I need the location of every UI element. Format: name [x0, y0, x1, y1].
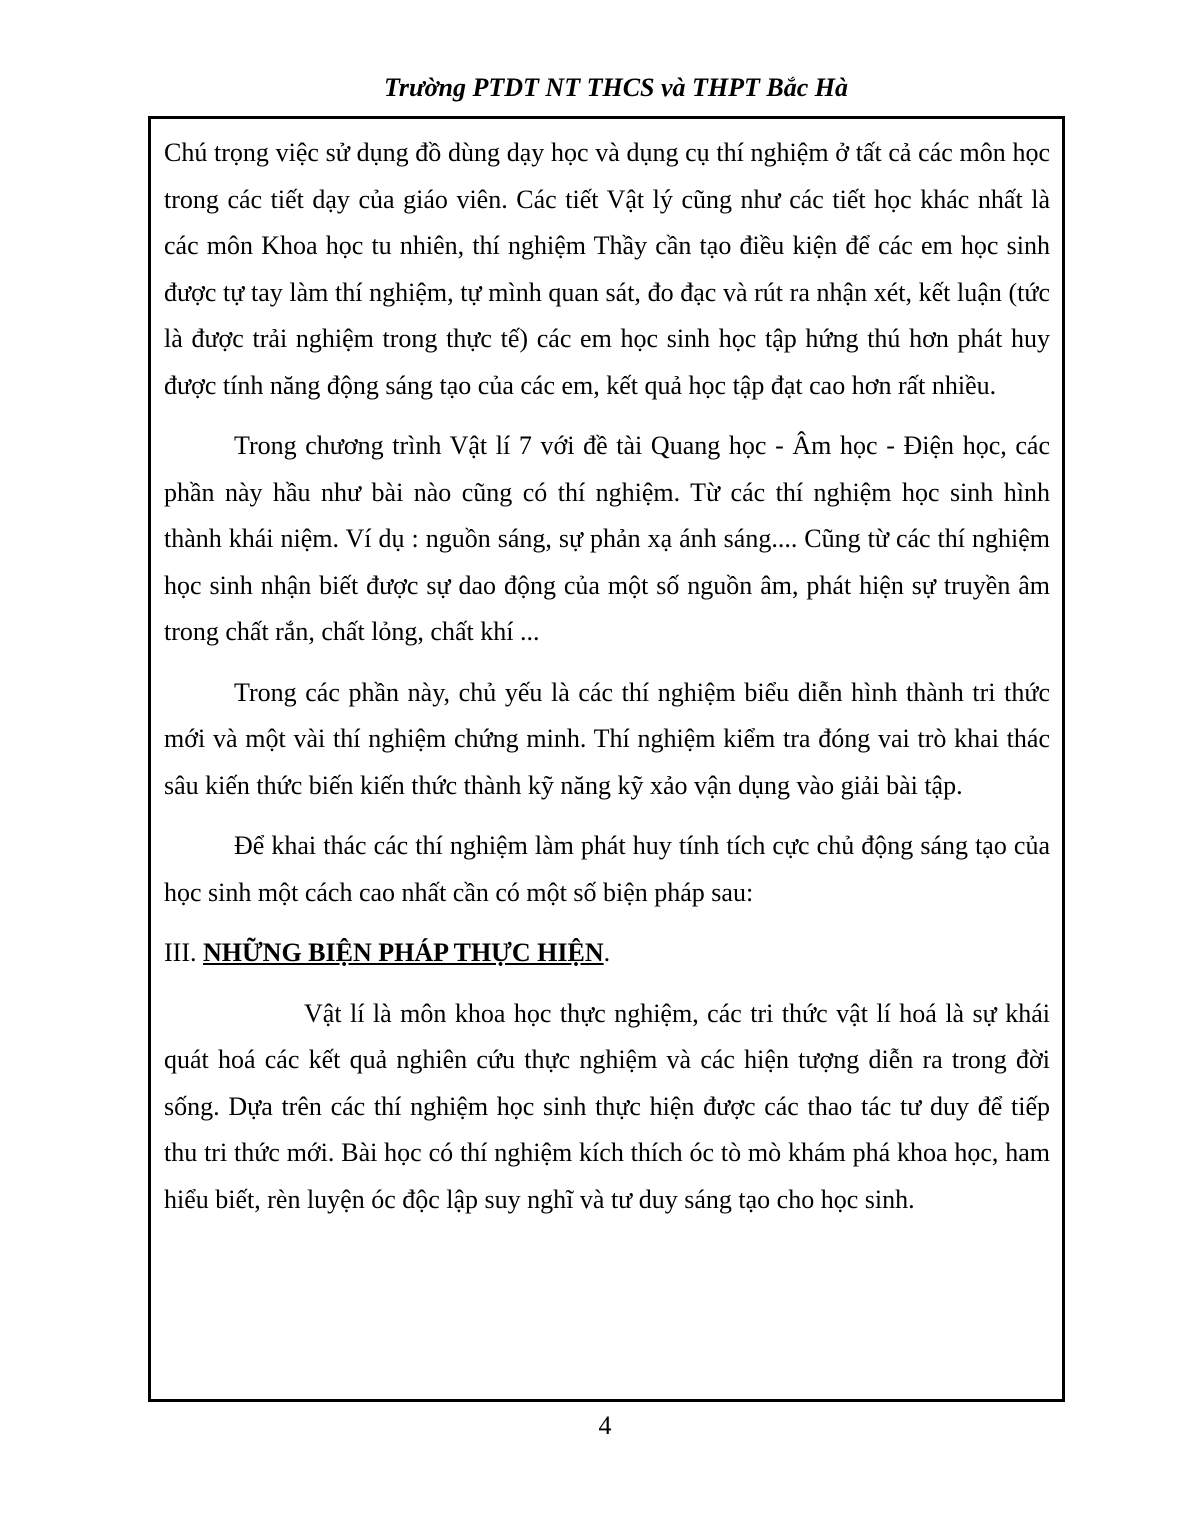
paragraph-4: Để khai thác các thí nghiệm làm phát huy tính tích cực chủ động sáng tạo của học sinh một cách cao nhất cần có một số biện pháp sau: — [164, 831, 1050, 907]
paragraph-3: Trong các phần này, chủ yếu là các thí nghiệm biểu diễn hình thành tri thức mới và một vài thí nghiệm chứng minh. Thí nghiệm kiểm tra đóng vai trò khai thác sâu kiến thức biến kiến thức thành kỹ năng kỹ xảo vận dụng vào giải bài tập. — [164, 677, 1050, 800]
paragraph-5: Vật lí là môn khoa học thực nghiệm, các tri thức vật lí hoá là sự khái quát hoá các kết quả nghiên cứu thực nghiệm và các hiện tượng diễn ra trong đời sống. Dựa trên các thí nghiệm học sinh thực hiện được các thao tác tư duy để tiếp thu tri thức mới. Bài học có thí nghiệm kích thích óc tò mò khám phá khoa học, ham hiểu biết, rèn luyện óc độc lập suy nghĩ và tư duy sáng tạo cho học sinh. — [164, 998, 1050, 1214]
school-name: Trường PTDT NT THCS và THPT Bắc Hà — [383, 73, 849, 102]
document-body — [164, 130, 1050, 1223]
page-number: 4 — [598, 1411, 612, 1440]
section-numeral: III. — [164, 938, 197, 967]
section-title: NHỮNG BIỆN PHÁP THỰC HIỆN — [202, 938, 604, 967]
paragraph-1: Chú trọng việc sử dụng đồ dùng dạy học và dụng cụ thí nghiệm ở tất cả các môn học trong các tiết dạy của giáo viên. Các tiết Vật lý cũng như các tiết học khác nhất là các môn Khoa học tu nhiên, thí nghiệm Thầy cần tạo điều kiện để các em học sinh được tự tay làm thí nghiệm, tự mình quan sát, đo đạc và rút ra nhận xét, kết luận (tức là được trải nghiệm trong thực tế) các em học sinh học tập hứng thú hơn phát huy được tính năng động sáng tạo của các em, kết quả học tập đạt cao hơn rất nhiều. — [164, 138, 1050, 400]
section-period: . — [603, 938, 611, 967]
paragraph-2: Trong chương trình Vật lí 7 với đề tài Quang học - Âm học - Điện học, các phần này hầu như bài nào cũng có thí nghiệm. Từ các thí nghiệm học sinh hình thành khái niệm. Ví dụ : nguồn sáng, sự phản xạ ánh sáng.... Cũng từ các thí nghiệm học sinh nhận biết được sự dao động của một số nguồn âm, phát hiện sự truyền âm trong chất rắn, chất lỏng, chất khí ... — [164, 431, 1050, 646]
section-heading — [164, 930, 1050, 977]
page-header — [0, 68, 1190, 108]
